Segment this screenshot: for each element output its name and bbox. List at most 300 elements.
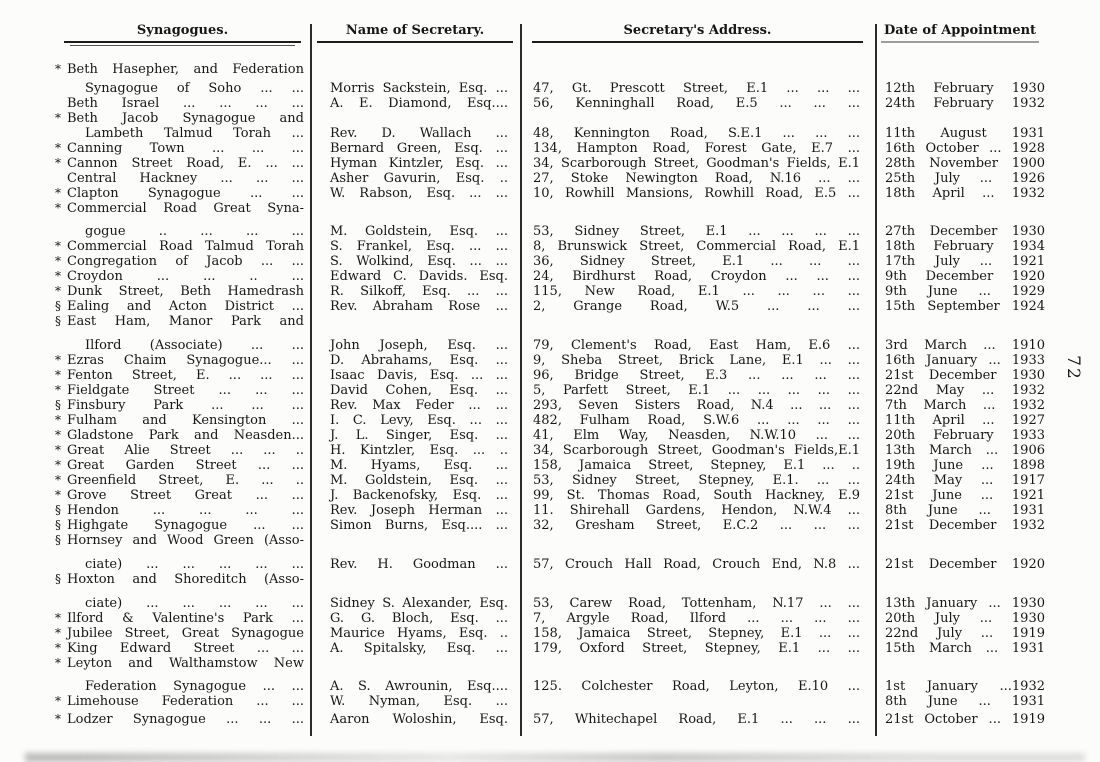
table-row	[55, 488, 1045, 503]
synagogue-name: Dunk Street, Beth Hamedrash	[67, 284, 304, 299]
header-synagogues-label: Synagogues.	[136, 23, 229, 38]
table-row	[55, 239, 1045, 254]
synagogue-name: Gladstone Park and Neasden...	[67, 428, 304, 443]
appointment-date-cell: 8th June ... 1931	[885, 503, 1045, 518]
header-rule-light	[881, 41, 1039, 43]
secretary-address-cell: 57, Whitechapel Road, E.1 ... ... ...	[533, 712, 860, 727]
synagogue-cell	[55, 694, 310, 709]
synagogue-name: Congregation of Jacob ... ...	[67, 254, 304, 269]
secretary-address-cell: 48, Kennington Road, S.E.1 ... ... ...	[533, 126, 860, 141]
synagogue-name: Hoxton and Shoreditch (Asso-	[67, 572, 304, 587]
secretary-name-cell: Morris Sackstein, Esq. ...	[330, 81, 508, 96]
table-row	[55, 368, 1045, 383]
secretary-address-cell: 27, Stoke Newington Road, N.16 ... ...	[533, 171, 860, 186]
secretary-name-cell: J. Backenofsky, Esq. ...	[330, 488, 508, 503]
synagogue-name: Commercial Road Great Syna-	[67, 201, 304, 216]
synagogue-cell	[55, 338, 310, 353]
column-divider-2	[520, 24, 522, 736]
table-row	[55, 353, 1045, 368]
synagogue-cell	[55, 473, 310, 488]
table-row	[55, 596, 1045, 611]
header-secretary-address-label: Secretary's Address.	[623, 23, 772, 38]
secretary-address-cell: 36, Sidney Street, E.1 ... ... ...	[533, 254, 860, 269]
secretary-address-cell	[520, 694, 875, 709]
synagogue-name: Ilford (Associate) ... ...	[85, 338, 304, 353]
secretary-address-cell: 99, St. Thomas Road, South Hackney, E.9	[533, 488, 860, 503]
synagogue-cell	[55, 712, 310, 727]
entry-marker-symbol: *	[55, 626, 61, 640]
appointment-date-cell: 25th July ... 1926	[885, 171, 1045, 186]
synagogue-name: Great Alie Street ... ... ..	[67, 443, 304, 458]
synagogue-name: Lodzer Synagogue ... ... ...	[67, 712, 304, 727]
secretary-address-cell: 53, Sidney Street, Stepney, E.1. ... ...	[533, 473, 860, 488]
synagogue-cell	[55, 81, 310, 96]
table-row	[55, 398, 1045, 413]
synagogue-name: Ilford & Valentine's Park ...	[67, 611, 304, 626]
synagogue-cell	[55, 557, 310, 572]
secretary-name-cell: M. Goldstein, Esq. ...	[330, 224, 508, 239]
synagogue-name: East Ham, Manor Park and	[67, 314, 304, 329]
table-row	[55, 694, 1045, 709]
entry-marker-symbol: *	[55, 611, 61, 625]
secretary-name-cell	[310, 62, 520, 77]
appointment-date-cell: 11th August 1931	[885, 126, 1045, 141]
appointment-date-cell	[875, 656, 1045, 671]
synagogue-cell	[55, 443, 310, 458]
appointment-date-cell	[875, 314, 1045, 329]
table-row	[55, 557, 1045, 572]
secretary-address-cell: 79, Clement's Road, East Ham, E.6 ...	[533, 338, 860, 353]
secretary-name-cell	[310, 656, 520, 671]
table-row	[55, 458, 1045, 473]
appointment-date-cell: 16th January ... 1933	[885, 353, 1045, 368]
table-row	[55, 443, 1045, 458]
secretary-address-cell: 34, Scarborough Street, Goodman's Fields,E.1	[533, 443, 860, 458]
synagogue-name: ciate) ... ... ... ... ...	[85, 557, 304, 572]
synagogue-name: Canning Town ... ... ...	[67, 141, 304, 156]
table-row	[55, 503, 1045, 518]
secretary-address-cell: 7, Argyle Road, Ilford ... ... ... ...	[533, 611, 860, 626]
synagogue-name: Central Hackney ... ... ...	[67, 171, 304, 186]
entry-marker-symbol	[55, 126, 67, 141]
appointment-date-cell: 21st October ... 1919	[885, 712, 1045, 727]
table-row	[55, 254, 1045, 269]
entry-marker-symbol	[55, 81, 67, 96]
entry-marker-symbol	[55, 596, 67, 611]
secretary-name-cell: Hyman Kintzler, Esq. ...	[330, 156, 508, 171]
table-row	[55, 299, 1045, 314]
appointment-date-cell: 9th June ... 1929	[885, 284, 1045, 299]
entry-marker-symbol: §	[55, 398, 61, 412]
secretary-address-cell: 115, New Road, E.1 ... ... ... ...	[533, 284, 860, 299]
appointment-date-cell: 24th May ... 1917	[885, 473, 1045, 488]
appointment-date-cell: 18th February 1934	[885, 239, 1045, 254]
appointment-date-cell: 9th December 1920	[885, 269, 1045, 284]
secretary-name-cell: G. G. Bloch, Esq. ...	[330, 611, 508, 626]
entry-marker-symbol: *	[55, 111, 61, 125]
synagogue-name: Beth Hasepher, and Federation	[67, 62, 304, 77]
entry-marker-symbol: *	[55, 353, 61, 367]
synagogue-name: Ezras Chaim Synagogue... ...	[67, 353, 304, 368]
synagogue-name: Fenton Street, E. ... ... ...	[67, 368, 304, 383]
entry-marker-symbol: *	[55, 62, 61, 76]
entry-marker-symbol: *	[55, 368, 61, 382]
entry-marker-symbol	[55, 96, 67, 111]
secretary-name-cell: A. E. Diamond, Esq....	[330, 96, 508, 111]
synagogue-name: Hendon ... ... ... ...	[67, 503, 304, 518]
synagogue-name: King Edward Street ... ...	[67, 641, 304, 656]
header-date-of-appointment-label: Date of Appointment	[883, 23, 1037, 38]
synagogue-cell	[55, 314, 310, 329]
secretary-address-cell: 8, Brunswick Street, Commercial Road, E.1	[533, 239, 860, 254]
secretary-name-cell: S. Frankel, Esq. ... ...	[330, 239, 508, 254]
entry-marker-symbol: *	[55, 156, 61, 170]
appointment-date-cell: 3rd March ... 1910	[885, 338, 1045, 353]
entry-marker-symbol: §	[55, 299, 61, 313]
entry-marker-symbol: *	[55, 383, 61, 397]
entry-marker-symbol: *	[55, 694, 61, 708]
table-row	[55, 201, 1045, 216]
entry-marker-symbol: *	[55, 186, 61, 200]
table-row	[55, 428, 1045, 443]
appointment-date-cell	[875, 572, 1045, 587]
scan-artifact-smudge	[25, 753, 1085, 762]
secretary-name-cell: Maurice Hyams, Esq. ..	[330, 626, 508, 641]
appointment-date-cell: 22nd July ... 1919	[885, 626, 1045, 641]
synagogue-name: Ealing and Acton District ...	[67, 299, 304, 314]
synagogue-name: Leyton and Walthamstow New	[67, 656, 304, 671]
synagogue-cell	[55, 428, 310, 443]
entry-marker-symbol	[55, 171, 67, 186]
header-synagogues	[55, 22, 310, 46]
synagogue-name: Commercial Road Talmud Torah	[67, 239, 304, 254]
secretary-address-cell: 179, Oxford Street, Stepney, E.1 ... ...	[533, 641, 860, 656]
entry-marker-symbol: §	[55, 503, 61, 517]
secretary-name-cell: Simon Burns, Esq.... ...	[330, 518, 508, 533]
synagogue-cell	[55, 488, 310, 503]
synagogue-cell	[55, 224, 310, 239]
appointment-date-cell: 15th March ... 1931	[885, 641, 1045, 656]
secretary-address-cell	[520, 572, 875, 587]
entry-marker-symbol: *	[55, 201, 61, 215]
entry-marker-symbol: *	[55, 641, 61, 655]
synagogue-cell	[55, 626, 310, 641]
secretary-name-cell: Rev. Abraham Rose ...	[330, 299, 508, 314]
table-row	[55, 126, 1045, 141]
synagogue-cell	[55, 458, 310, 473]
appointment-date-cell: 22nd May ... 1932	[885, 383, 1045, 398]
secretary-address-cell: 34, Scarborough Street, Goodman's Fields, E.1	[533, 156, 860, 171]
appointment-date-cell: 21st December 1932	[885, 518, 1045, 533]
appointment-date-cell	[875, 533, 1045, 548]
entry-marker-symbol: *	[55, 473, 61, 487]
secretary-name-cell: J. L. Singer, Esq. ...	[330, 428, 508, 443]
synagogue-name: Federation Synagogue ... ...	[85, 679, 304, 694]
table-row	[55, 611, 1045, 626]
appointment-date-cell	[875, 62, 1045, 77]
synagogue-cell	[55, 503, 310, 518]
secretary-address-cell	[520, 533, 875, 548]
synagogue-cell	[55, 186, 310, 201]
secretary-address-cell: 158, Jamaica Street, Stepney, E.1 ... ...	[533, 626, 860, 641]
secretary-address-cell	[520, 62, 875, 77]
synagogue-name: Fulham and Kensington ...	[67, 413, 304, 428]
synagogue-cell	[55, 383, 310, 398]
table-row	[55, 626, 1045, 641]
synagogue-cell	[55, 284, 310, 299]
secretary-name-cell: A. Spitalsky, Esq. ...	[330, 641, 508, 656]
secretary-name-cell: Rev. H. Goodman ...	[330, 557, 508, 572]
appointment-date-cell: 19th June ... 1898	[885, 458, 1045, 473]
synagogue-name: Synagogue of Soho ... ...	[85, 81, 304, 96]
secretary-name-cell: M. Hyams, Esq. ...	[330, 458, 508, 473]
synagogue-cell	[55, 141, 310, 156]
table-row	[55, 269, 1045, 284]
table-row	[55, 224, 1045, 239]
synagogue-cell	[55, 126, 310, 141]
table-row	[55, 314, 1045, 329]
synagogue-name: Lambeth Talmud Torah ...	[85, 126, 304, 141]
secretary-address-cell: 57, Crouch Hall Road, Crouch End, N.8 ...	[533, 557, 860, 572]
entry-marker-symbol: *	[55, 656, 61, 670]
appointment-date-cell: 21st December 1930	[885, 368, 1045, 383]
table-row	[55, 518, 1045, 533]
table-row	[55, 641, 1045, 656]
entry-marker-symbol: §	[55, 533, 61, 547]
entry-marker-symbol	[55, 224, 67, 239]
appointment-date-cell: 1st January ...1932	[885, 679, 1045, 694]
secretary-name-cell: I. C. Levy, Esq. ... ...	[330, 413, 508, 428]
synagogue-cell	[55, 679, 310, 694]
secretary-name-cell	[310, 201, 520, 216]
synagogue-cell	[55, 518, 310, 533]
secretary-address-cell	[520, 111, 875, 126]
table-row	[55, 712, 1045, 727]
table-row	[55, 284, 1045, 299]
synagogue-name: Finsbury Park ... ... ...	[67, 398, 304, 413]
secretary-name-cell: M. Goldstein, Esq. ...	[330, 473, 508, 488]
entry-marker-symbol: §	[55, 572, 61, 586]
secretary-name-cell	[310, 572, 520, 587]
synagogue-name: Limehouse Federation ... ...	[67, 694, 304, 709]
appointment-date-cell: 28th November 1900	[885, 156, 1045, 171]
synagogue-name: ciate) ... ... ... ... ...	[85, 596, 304, 611]
synagogue-cell	[55, 413, 310, 428]
entry-marker-symbol: *	[55, 428, 61, 442]
secretary-address-cell	[520, 314, 875, 329]
secretary-address-cell: 56, Kenninghall Road, E.5 ... ... ...	[533, 96, 860, 111]
synagogue-name: Greenfield Street, E. ... ..	[67, 473, 304, 488]
secretary-name-cell	[310, 314, 520, 329]
appointment-date-cell: 13th March ... 1906	[885, 443, 1045, 458]
secretary-name-cell	[310, 111, 520, 126]
synagogue-cell	[55, 269, 310, 284]
synagogue-name: Grove Street Great ... ...	[67, 488, 304, 503]
appointment-date-cell: 12th February 1930	[885, 81, 1045, 96]
synagogue-name: Clapton Synagogue ... ...	[67, 186, 304, 201]
secretary-name-cell: Bernard Green, Esq. ...	[330, 141, 508, 156]
entry-marker-symbol: *	[55, 284, 61, 298]
header-rule-secondary	[70, 45, 294, 46]
appointment-date-cell: 15th September 1924	[885, 299, 1045, 314]
secretary-address-cell: 53, Sidney Street, E.1 ... ... ... ...	[533, 224, 860, 239]
synagogue-cell	[55, 171, 310, 186]
secretary-address-cell: 47, Gt. Prescott Street, E.1 ... ... ...	[533, 81, 860, 96]
secretary-name-cell: David Cohen, Esq. ...	[330, 383, 508, 398]
table-row	[55, 96, 1045, 111]
synagogue-name: Hornsey and Wood Green (Asso-	[67, 533, 304, 548]
secretary-address-cell: 24, Birdhurst Road, Croydon ... ... ...	[533, 269, 860, 284]
entry-marker-symbol: *	[55, 488, 61, 502]
table-row	[55, 656, 1045, 671]
synagogue-cell	[55, 299, 310, 314]
synagogue-cell	[55, 656, 310, 671]
secretary-address-cell: 134, Hampton Road, Forest Gate, E.7 ...	[533, 141, 860, 156]
table-row	[55, 111, 1045, 126]
table-row	[55, 679, 1045, 694]
entry-marker-symbol: *	[55, 443, 61, 457]
appointment-date-cell: 21st June ... 1921	[885, 488, 1045, 503]
synagogue-name: gogue .. ... ... ...	[85, 224, 304, 239]
table-row	[55, 533, 1045, 548]
secretary-name-cell: Asher Gavurin, Esq. ..	[330, 171, 508, 186]
secretary-address-cell	[520, 656, 875, 671]
entry-marker-symbol: *	[55, 269, 61, 283]
secretary-name-cell: Rev. Joseph Herman ...	[330, 503, 508, 518]
entry-marker-symbol: *	[55, 141, 61, 155]
table-row	[55, 413, 1045, 428]
synagogue-cell	[55, 641, 310, 656]
synagogue-cell	[55, 353, 310, 368]
table-row	[55, 383, 1045, 398]
secretary-address-cell: 293, Seven Sisters Road, N.4 ... ... ...	[533, 398, 860, 413]
column-divider-3	[875, 24, 877, 736]
secretary-address-cell: 10, Rowhill Mansions, Rowhill Road, E.5 ...	[533, 186, 860, 201]
synagogue-cell	[55, 533, 310, 548]
appointment-date-cell: 21st December 1920	[885, 557, 1045, 572]
entry-marker-symbol	[55, 679, 67, 694]
synagogue-cell	[55, 596, 310, 611]
synagogue-name: Beth Israel ... ... ... ...	[67, 96, 304, 111]
table-row	[55, 81, 1045, 96]
synagogue-cell	[55, 201, 310, 216]
header-rule	[532, 41, 862, 43]
appointment-date-cell: 16th October ... 1928	[885, 141, 1045, 156]
appointment-date-cell: 18th April ... 1932	[885, 186, 1045, 201]
secretary-name-cell: D. Abrahams, Esq. ...	[330, 353, 508, 368]
header-secretary-name	[310, 22, 520, 46]
secretary-address-cell: 9, Sheba Street, Brick Lane, E.1 ... ...	[533, 353, 860, 368]
secretary-name-cell	[310, 533, 520, 548]
synagogue-cell	[55, 611, 310, 626]
secretary-name-cell: R. Silkoff, Esq. ... ...	[330, 284, 508, 299]
synagogue-name: Jubilee Street, Great Synagogue	[67, 626, 304, 641]
secretary-name-cell: A. S. Awrounin, Esq....	[330, 679, 508, 694]
secretary-address-cell	[520, 201, 875, 216]
secretary-name-cell: W. Rabson, Esq. ... ...	[330, 186, 508, 201]
table-row	[55, 171, 1045, 186]
synagogue-cell	[55, 62, 310, 77]
header-rule	[64, 41, 301, 43]
appointment-date-cell: 20th February 1933	[885, 428, 1045, 443]
secretary-name-cell: Aaron Woloshin, Esq.	[330, 712, 508, 727]
secretary-name-cell: Rev. D. Wallach ...	[330, 126, 508, 141]
secretary-address-cell: 53, Carew Road, Tottenham, N.17 ... ...	[533, 596, 860, 611]
entry-marker-symbol	[55, 557, 67, 572]
table-header-row	[55, 22, 1045, 46]
header-secretary-name-label: Name of Secretary.	[345, 23, 485, 38]
appointment-date-cell: 27th December 1930	[885, 224, 1045, 239]
table-row	[55, 338, 1045, 353]
synagogue-cell	[55, 239, 310, 254]
column-divider-1	[310, 24, 312, 736]
header-date-of-appointment	[875, 22, 1045, 46]
page-number: 72	[1063, 355, 1084, 381]
appointment-date-cell	[875, 201, 1045, 216]
table-row	[55, 62, 1045, 77]
table-body	[55, 62, 1045, 727]
header-rule	[317, 41, 512, 43]
secretary-name-cell: Edward C. Davids. Esq.	[330, 269, 508, 284]
table-row	[55, 186, 1045, 201]
synagogue-cell	[55, 156, 310, 171]
table-row	[55, 141, 1045, 156]
table-row	[55, 473, 1045, 488]
synagogue-cell	[55, 111, 310, 126]
appointment-date-cell: 8th June ... 1931	[885, 694, 1045, 709]
synagogue-name: Highgate Synagogue ... ...	[67, 518, 304, 533]
appointment-date-cell: 7th March ... 1932	[885, 398, 1045, 413]
synagogue-name: Croydon ... ... .. ...	[67, 269, 304, 284]
table-row	[55, 572, 1045, 587]
entry-marker-symbol: §	[55, 518, 61, 532]
appointment-date-cell: 24th February 1932	[885, 96, 1045, 111]
secretary-name-cell: S. Wolkind, Esq. ... ...	[330, 254, 508, 269]
secretary-name-cell: Rev. Max Feder ... ...	[330, 398, 508, 413]
secretary-name-cell: John Joseph, Esq. ...	[330, 338, 508, 353]
secretary-address-cell: 125. Colchester Road, Leyton, E.10 ...	[533, 679, 860, 694]
entry-marker-symbol: *	[55, 712, 61, 726]
secretary-name-cell: H. Kintzler, Esq. ... ..	[330, 443, 508, 458]
secretary-address-cell: 41, Elm Way, Neasden, N.W.10 ... ...	[533, 428, 860, 443]
appointment-date-cell: 20th July ... 1930	[885, 611, 1045, 626]
entry-marker-symbol: *	[55, 458, 61, 472]
synagogue-name: Great Garden Street ... ...	[67, 458, 304, 473]
synagogue-cell	[55, 572, 310, 587]
secretary-address-cell: 5, Parfett Street, E.1 ... ... ... ... ...	[533, 383, 860, 398]
secretary-name-cell: Isaac Davis, Esq. ... ...	[330, 368, 508, 383]
appointment-date-cell	[875, 111, 1045, 126]
synagogue-cell	[55, 368, 310, 383]
secretary-address-cell: 11. Shirehall Gardens, Hendon, N.W.4 ...	[533, 503, 860, 518]
synagogue-name: Beth Jacob Synagogue and	[67, 111, 304, 126]
synagogue-cell	[55, 96, 310, 111]
synagogue-cell	[55, 398, 310, 413]
entry-marker-symbol: §	[55, 314, 61, 328]
secretary-address-cell: 158, Jamaica Street, Stepney, E.1 ... ..	[533, 458, 860, 473]
secretary-name-cell: W. Nyman, Esq. ...	[330, 694, 508, 709]
entry-marker-symbol: *	[55, 239, 61, 253]
secretary-address-cell: 32, Gresham Street, E.C.2 ... ... ...	[533, 518, 860, 533]
table-row	[55, 156, 1045, 171]
appointment-date-cell: 13th January ... 1930	[885, 596, 1045, 611]
secretary-address-cell: 482, Fulham Road, S.W.6 ... ... ... ...	[533, 413, 860, 428]
synagogue-name: Fieldgate Street ... ... ...	[67, 383, 304, 398]
secretary-address-cell: 96, Bridge Street, E.3 ... ... ... ...	[533, 368, 860, 383]
secretary-name-cell: Sidney S. Alexander, Esq.	[330, 596, 508, 611]
entry-marker-symbol	[55, 338, 67, 353]
header-secretary-address	[520, 22, 875, 46]
